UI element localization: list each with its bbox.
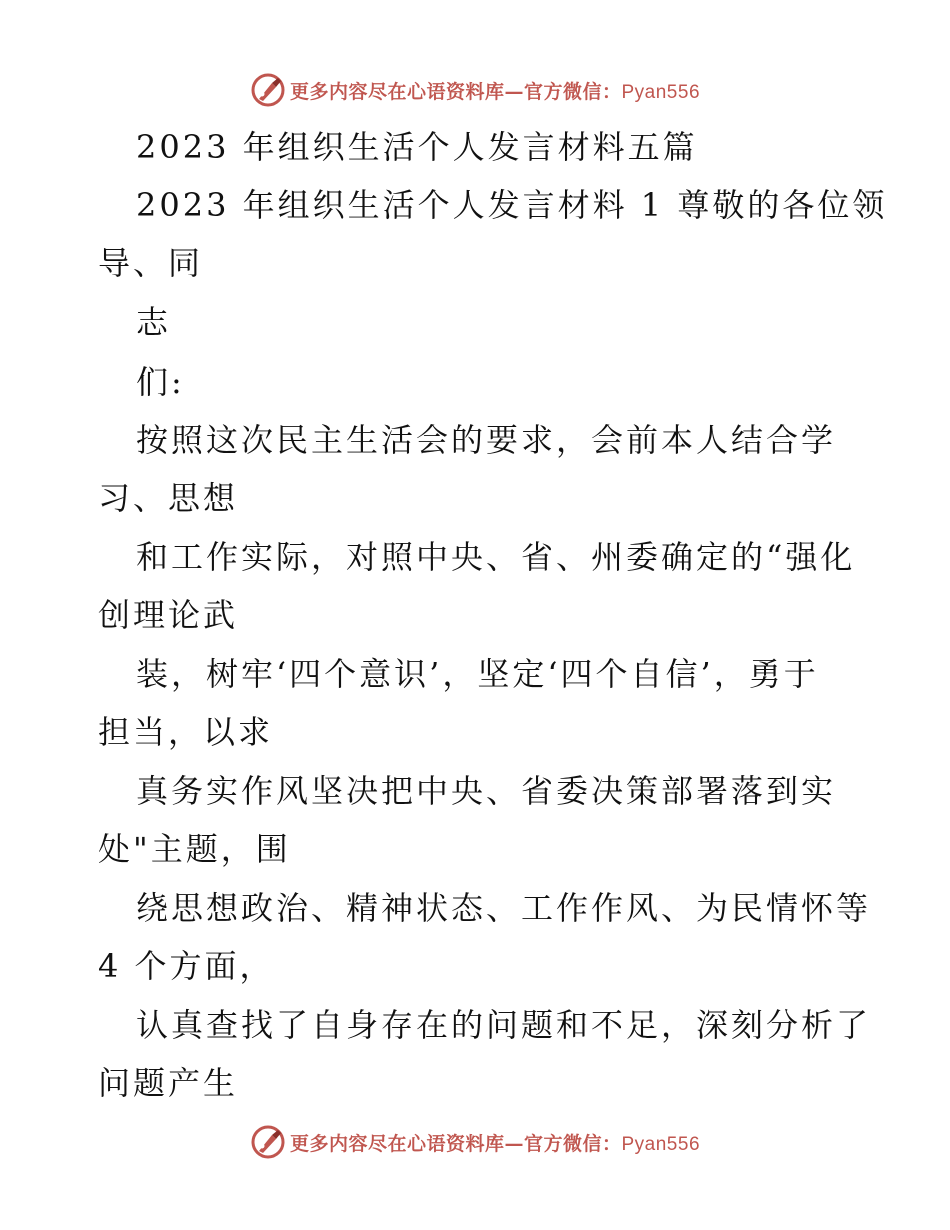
watermark-text: 更多内容尽在心语资料库—官方微信：Pyan556	[289, 1132, 701, 1155]
pen-logo-icon	[250, 72, 286, 108]
paragraph-line: 真务实作风坚决把中央、省委决策部署落到实	[136, 772, 837, 810]
paragraph-line: 导、同	[98, 244, 204, 282]
paragraph-line: 装，树牢‘四个意识’，坚定‘四个自信’，勇于	[136, 655, 819, 693]
paragraph-line: 和工作实际，对照中央、省、州委确定的“强化	[136, 538, 856, 576]
footer-watermark	[0, 1122, 950, 1162]
paragraph-line: 们:	[136, 363, 185, 401]
pen-logo-icon	[250, 1124, 286, 1160]
paragraph-line: 问题产生	[98, 1064, 239, 1102]
paragraph-line: 按照这次民主生活会的要求，会前本人结合学	[136, 421, 837, 459]
paragraph-line: 担当，以求	[98, 713, 274, 751]
paragraph-line: 处"主题，围	[98, 830, 291, 868]
document-title: 2023 年组织生活个人发言材料五篇	[136, 128, 698, 166]
paragraph-line: 绕思想政治、精神状态、工作作风、为民情怀等	[136, 889, 872, 927]
paragraph-line: 4 个方面，	[98, 947, 275, 985]
watermark-text: 更多内容尽在心语资料库—官方微信：Pyan556	[289, 80, 701, 103]
header-watermark	[0, 70, 950, 110]
paragraph-line: 创理论武	[98, 596, 239, 634]
paragraph-line: 习、思想	[98, 479, 239, 517]
paragraph-line: 2023 年组织生活个人发言材料 1 尊敬的各位领	[136, 186, 888, 224]
paragraph-line: 志	[136, 303, 172, 341]
paragraph-line: 认真查找了自身存在的问题和不足，深刻分析了	[136, 1006, 872, 1044]
